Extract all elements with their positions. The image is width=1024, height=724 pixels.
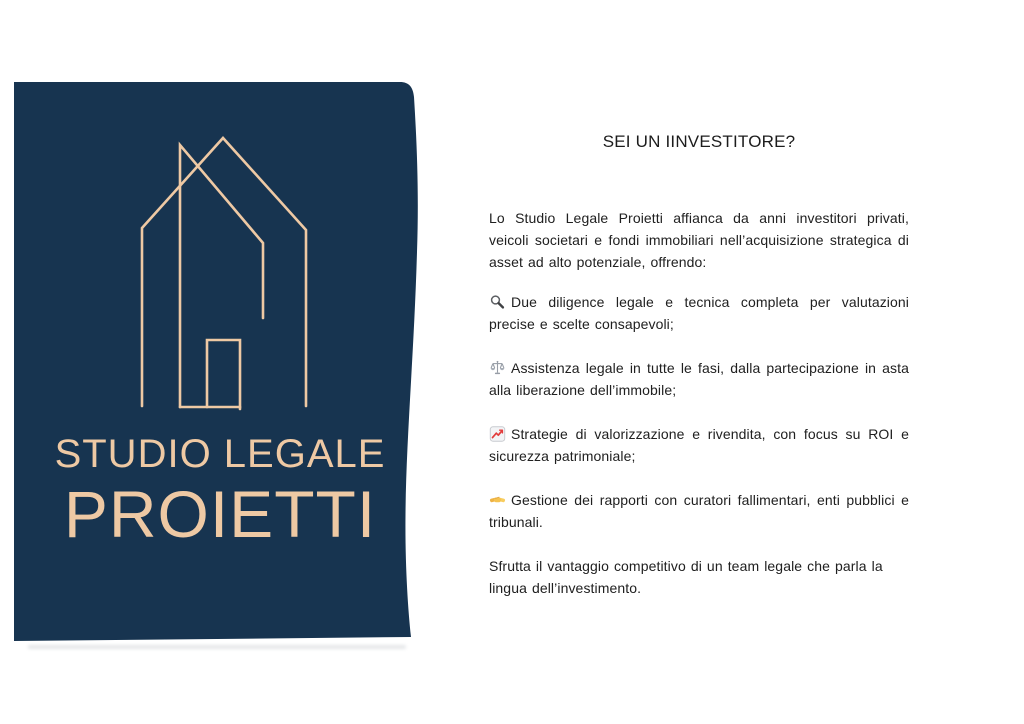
scales-icon bbox=[489, 360, 506, 376]
panel-shadow bbox=[28, 645, 406, 649]
closing-paragraph: Sfrutta il vantaggio competitivo di un team legale che parla la lingua dell’investimento. bbox=[489, 558, 883, 596]
firm-name-line1: STUDIO LEGALE bbox=[54, 432, 386, 476]
intro-paragraph: Lo Studio Legale Proietti affianca da anni investitori privati, veicoli societari e fondi immobiliari nell’acquisizione strategica di asset ad alto potenziale, offrendo: bbox=[489, 210, 909, 270]
magnifier-icon bbox=[489, 294, 506, 310]
bullet-text: Due diligence legale e tecnica completa per valutazioni precise e scelte consapevoli; bbox=[489, 294, 909, 332]
bullet-item bbox=[489, 357, 909, 401]
bullet-item bbox=[489, 423, 909, 467]
firm-name-line2: PROIETTI bbox=[63, 477, 377, 551]
chart-increasing-icon bbox=[489, 426, 506, 442]
page-title: SEI UN IINVESTITORE? bbox=[602, 132, 796, 151]
content-column bbox=[489, 131, 909, 599]
bullet-item bbox=[489, 291, 909, 335]
bullet-item bbox=[489, 489, 909, 533]
handshake-icon bbox=[489, 492, 506, 508]
brand-panel-shape bbox=[14, 82, 418, 641]
bullet-text: Strategie di valorizzazione e rivendita, con focus su ROI e sicurezza patrimoniale; bbox=[489, 426, 909, 464]
bullet-text: Gestione dei rapporti con curatori fallimentari, enti pubblici e tribunali. bbox=[489, 492, 909, 530]
bullet-text: Assistenza legale in tutte le fasi, dalla partecipazione in asta alla liberazione dell’immobile; bbox=[489, 360, 909, 398]
